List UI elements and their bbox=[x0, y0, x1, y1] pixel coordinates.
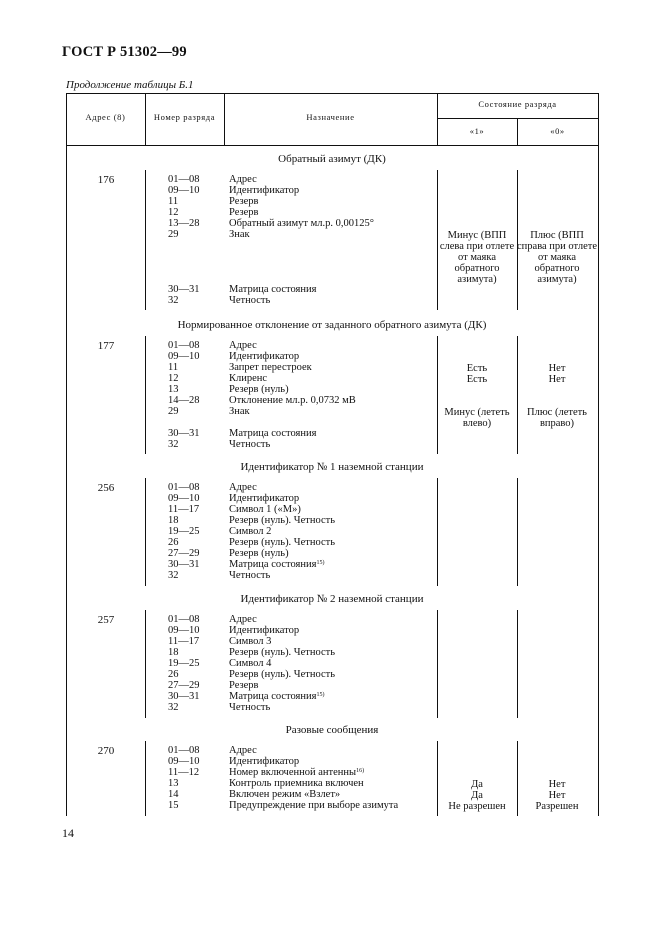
state-zero-value: Нет bbox=[548, 779, 566, 790]
bit-purpose: Символ 2 bbox=[229, 526, 272, 537]
column-header-address: Адрес (8) bbox=[85, 112, 126, 122]
bit-purpose: Адрес bbox=[229, 340, 257, 351]
column-divider bbox=[145, 336, 146, 454]
state-one-value: Минус (ВПП слева при отлете от маяка обратного азимута) bbox=[439, 230, 515, 285]
bit-purpose: Резерв bbox=[229, 207, 259, 218]
bit-range: 11 bbox=[168, 196, 179, 207]
bit-range: 09—10 bbox=[168, 625, 200, 636]
bit-range: 29 bbox=[168, 406, 179, 417]
column-divider bbox=[437, 610, 438, 718]
bit-purpose: Идентификатор bbox=[229, 351, 300, 362]
bit-range: 13—28 bbox=[168, 218, 200, 229]
bit-purpose: Четность bbox=[229, 439, 271, 450]
column-divider bbox=[517, 336, 518, 454]
state-one-value: Не разрешен bbox=[448, 801, 506, 812]
bit-range: 29 bbox=[168, 229, 179, 240]
document-title: ГОСТ Р 51302—99 bbox=[62, 44, 187, 60]
bit-range: 11—17 bbox=[168, 636, 200, 647]
bit-purpose: Клиренс bbox=[229, 373, 268, 384]
bit-purpose: Резерв bbox=[229, 680, 259, 691]
register-address: 270 bbox=[97, 745, 115, 757]
bit-purpose: Идентификатор bbox=[229, 493, 300, 504]
bit-range: 01—08 bbox=[168, 340, 200, 351]
column-divider bbox=[437, 336, 438, 454]
bit-purpose: Резерв (нуль). Четность bbox=[229, 515, 336, 526]
section-title: Обратный азимут (ДК) bbox=[278, 153, 386, 165]
column-divider bbox=[517, 478, 518, 586]
bit-purpose: Четность bbox=[229, 295, 271, 306]
footnote-ref: 16) bbox=[356, 768, 365, 774]
bit-purpose: Четность bbox=[229, 570, 271, 581]
section-title: Идентификатор № 2 наземной станции bbox=[240, 593, 424, 605]
footnote-ref: 15) bbox=[316, 692, 325, 698]
bit-range: 30—31 bbox=[168, 559, 200, 570]
bit-range: 14—28 bbox=[168, 395, 200, 406]
bit-purpose: Символ 4 bbox=[229, 658, 272, 669]
bit-purpose: Адрес bbox=[229, 745, 257, 756]
bit-purpose: Символ 3 bbox=[229, 636, 272, 647]
footnote-ref: 15) bbox=[316, 560, 325, 566]
bit-range: 13 bbox=[168, 778, 179, 789]
bit-range: 01—08 bbox=[168, 614, 200, 625]
bit-range: 18 bbox=[168, 515, 179, 526]
bit-purpose: Резерв (нуль) bbox=[229, 548, 289, 559]
bit-range: 01—08 bbox=[168, 482, 200, 493]
table-continuation-caption: Продолжение таблицы Б.1 bbox=[66, 79, 194, 91]
bit-purpose: Резерв (нуль). Четность bbox=[229, 669, 336, 680]
bit-purpose: Идентификатор bbox=[229, 185, 300, 196]
bit-purpose: Адрес bbox=[229, 614, 257, 625]
bit-range: 01—08 bbox=[168, 174, 200, 185]
bit-range: 12 bbox=[168, 373, 179, 384]
column-divider bbox=[145, 170, 146, 310]
state-one-value: Да bbox=[471, 779, 483, 790]
column-divider bbox=[145, 741, 146, 816]
bit-range: 26 bbox=[168, 669, 179, 680]
bit-range: 09—10 bbox=[168, 493, 200, 504]
state-one-value: Есть bbox=[466, 374, 488, 385]
bit-purpose: Обратный азимут мл.р. 0,00125° bbox=[229, 218, 374, 229]
bit-purpose: Контроль приемника включен bbox=[229, 778, 364, 789]
bit-range: 13 bbox=[168, 384, 179, 395]
bit-range: 09—10 bbox=[168, 185, 200, 196]
column-divider bbox=[145, 610, 146, 718]
column-header-purpose: Назначение bbox=[306, 112, 355, 122]
state-zero-value: Нет bbox=[548, 790, 566, 801]
bit-purpose: Номер включенной антенны$^{16)}$ bbox=[229, 767, 365, 778]
bit-purpose: Предупреждение при выборе азимута bbox=[229, 800, 399, 811]
register-address: 176 bbox=[97, 174, 115, 186]
bit-range: 14 bbox=[168, 789, 179, 800]
column-divider bbox=[517, 610, 518, 718]
bit-purpose: Идентификатор bbox=[229, 625, 300, 636]
bit-purpose: Включен режим «Взлет» bbox=[229, 789, 341, 800]
bit-range: 11—17 bbox=[168, 504, 200, 515]
state-zero-value: Плюс (лететь вправо) bbox=[527, 407, 587, 429]
bit-purpose: Символ 1 («М») bbox=[229, 504, 301, 515]
bit-purpose: Запрет перестроек bbox=[229, 362, 312, 373]
bit-purpose: Знак bbox=[229, 406, 250, 417]
state-one-value: Есть bbox=[466, 363, 488, 374]
register-address: 256 bbox=[97, 482, 115, 494]
section-title: Идентификатор № 1 наземной станции bbox=[240, 461, 424, 473]
bit-purpose: Отклонение мл.р. 0,0732 мВ bbox=[229, 395, 356, 406]
bit-purpose: Матрица состояния bbox=[229, 284, 317, 295]
table-left-border bbox=[66, 145, 67, 816]
header-bottom-border bbox=[66, 145, 598, 146]
bit-range: 32 bbox=[168, 702, 179, 713]
bit-range: 26 bbox=[168, 537, 179, 548]
bit-range: 11 bbox=[168, 362, 179, 373]
column-header-state: Состояние разряда bbox=[478, 99, 557, 109]
state-zero-value: Нет bbox=[548, 374, 566, 385]
bit-purpose: Идентификатор bbox=[229, 756, 300, 767]
bit-range: 32 bbox=[168, 570, 179, 581]
bit-purpose: Резерв (нуль). Четность bbox=[229, 647, 336, 658]
bit-range: 30—31 bbox=[168, 691, 200, 702]
bit-purpose: Резерв (нуль) bbox=[229, 384, 289, 395]
bit-purpose: Матрица состояния$^{15)}$ bbox=[229, 691, 325, 702]
bit-range: 32 bbox=[168, 439, 179, 450]
bit-range: 12 bbox=[168, 207, 179, 218]
column-divider bbox=[437, 478, 438, 586]
state-one-value: Минус (лететь влево) bbox=[444, 407, 510, 429]
state-one-value: Да bbox=[471, 790, 483, 801]
bit-range: 19—25 bbox=[168, 658, 200, 669]
column-divider bbox=[145, 478, 146, 586]
section-title: Нормированное отклонение от заданного обратного азимута (ДК) bbox=[177, 319, 487, 331]
column-header-state-1: «1» bbox=[469, 126, 485, 136]
data-table bbox=[66, 93, 598, 816]
bit-purpose: Резерв bbox=[229, 196, 259, 207]
page-number: 14 bbox=[62, 826, 74, 840]
bit-purpose: Адрес bbox=[229, 174, 257, 185]
bit-range: 01—08 bbox=[168, 745, 200, 756]
bit-purpose: Четность bbox=[229, 702, 271, 713]
table-right-border bbox=[598, 145, 599, 816]
bit-purpose: Резерв (нуль). Четность bbox=[229, 537, 336, 548]
bit-range: 30—31 bbox=[168, 428, 200, 439]
bit-purpose: Матрица состояния$^{15)}$ bbox=[229, 559, 325, 570]
bit-range: 11—12 bbox=[168, 767, 200, 778]
bit-purpose: Адрес bbox=[229, 482, 257, 493]
column-header-state-0: «0» bbox=[550, 126, 565, 136]
table-right-border bbox=[598, 93, 599, 145]
bit-purpose: Матрица состояния bbox=[229, 428, 317, 439]
bit-range: 09—10 bbox=[168, 756, 200, 767]
section-title: Разовые сообщения bbox=[285, 724, 379, 736]
state-zero-value: Плюс (ВПП справа при отлете от маяка обратного азимута) bbox=[517, 230, 597, 285]
bit-range: 09—10 bbox=[168, 351, 200, 362]
bit-purpose: Знак bbox=[229, 229, 250, 240]
bit-range: 32 bbox=[168, 295, 179, 306]
bit-range: 27—29 bbox=[168, 680, 200, 691]
state-zero-value: Нет bbox=[548, 363, 566, 374]
column-header-bit: Номер разряда bbox=[153, 112, 216, 122]
register-address: 177 bbox=[97, 340, 115, 352]
register-address: 257 bbox=[97, 614, 115, 626]
bit-range: 30—31 bbox=[168, 284, 200, 295]
bit-range: 27—29 bbox=[168, 548, 200, 559]
bit-range: 18 bbox=[168, 647, 179, 658]
bit-range: 19—25 bbox=[168, 526, 200, 537]
bit-range: 15 bbox=[168, 800, 179, 811]
state-zero-value: Разрешен bbox=[535, 801, 579, 812]
